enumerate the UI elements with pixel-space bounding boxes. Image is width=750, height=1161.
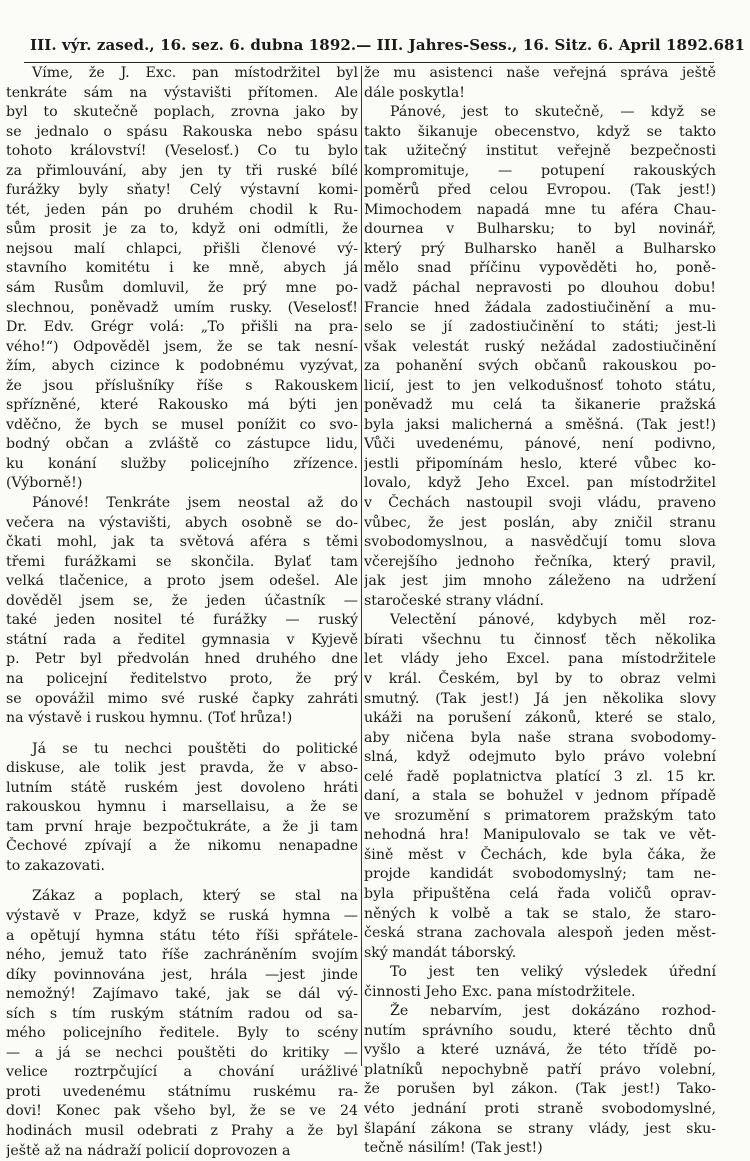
text-line: v král. Českém, byl by to obraz velmi xyxy=(364,670,716,687)
text-line: daní, a stala se bohužel v jednom případě xyxy=(364,788,716,805)
text-line: rakouskou hymnu i marsellaisu, a že se xyxy=(6,799,358,816)
text-line: furážky byly sňaty! Celý výstavní komi- xyxy=(6,182,358,199)
text-line: selo se jí zadostiučinění to státi; jest-li xyxy=(364,319,716,336)
text-line: let vlády jeho Excel. pana místodržitele xyxy=(364,651,716,668)
text-line: za přimlouvání, aby jen ty tři ruské bílé xyxy=(6,162,358,179)
text-line: bodný občan a zvláště co zástupce lidu, xyxy=(6,436,358,453)
text-line: šlapání zákona se strany vlády, jest sku- xyxy=(364,1120,716,1137)
text-line: Mimochodem napadá mne tu aféra Chau- xyxy=(364,201,716,218)
text-line: Pánové, jest to skutečně, — když se xyxy=(390,104,716,121)
text-line: bírati všechnu tu činnosť těch několika xyxy=(364,631,716,648)
text-line: nehodná hra! Manipulovalo se tak ve vět- xyxy=(364,827,716,844)
text-line: (Výborně!) xyxy=(6,475,83,492)
text-line: se opovážil mimo své ruské čapky zahráti xyxy=(6,690,358,707)
text-line: sům prosit je za to, když oni odmítli, že xyxy=(6,221,358,238)
header-czech: III. výr. zased., 16. sez. 6. dubna 1892. xyxy=(30,36,357,54)
text-line: dověděl jsem se, že jeden účastník — xyxy=(6,592,358,609)
text-line: sích s tím ruským státním radou od sa- xyxy=(6,1005,358,1022)
text-line: třemi furážkami se skončila. Bylať tam xyxy=(6,553,358,570)
text-line: něných k volbě a tak se stalo, že staro- xyxy=(364,905,716,922)
text-line: lutním státě ruském jest dovoleno hráti xyxy=(6,779,358,796)
text-line: slechnou, poněvadž umím rusky. (Veselosť! xyxy=(6,299,358,316)
text-line: tečně násilím! (Tak jest!) xyxy=(364,1140,543,1157)
text-line: Dr. Edv. Grégr volá: „To přišli na pra- xyxy=(6,319,358,336)
text-line: dále poskytla! xyxy=(364,84,465,101)
text-line: mého policejního ředitele. Byly to scény xyxy=(6,1025,358,1042)
text-line: nejsou malí chlapci, přišli členové vý- xyxy=(6,240,358,257)
text-line: smutný. (Tak jest!) Já jen několika slovy xyxy=(364,690,716,707)
text-line: česká strana zachovala alespoň jeden měst- xyxy=(364,925,716,942)
text-line: Zákaz a poplach, který se stal na xyxy=(32,888,358,905)
text-line: proti uvedenému státnímu ruskému ra- xyxy=(6,1083,358,1100)
page-number: 681 xyxy=(713,36,746,54)
text-line: svobodomyslnou, a nasvědčují tomu slova xyxy=(364,534,716,551)
text-line: státní rada a ředitel gymnasia v Kyjevě xyxy=(6,631,358,648)
text-line: hodinách musil odebrati z Prahy a že byl xyxy=(6,1122,358,1139)
text-line: ku konání služby policejního zřízence. xyxy=(6,455,358,472)
text-line: ještě až na nádraží policií doprovozen a xyxy=(6,1142,291,1159)
text-line: p. Petr byl předvolán hned druhého dne xyxy=(6,651,358,668)
text-line: tak užitečný institut veřejně bezpečnosti xyxy=(364,143,716,160)
text-line: Velectění pánové, kdybych měl roz- xyxy=(390,612,716,629)
text-line: mělo snad příčinu vypověděti ho, poně- xyxy=(364,260,716,277)
text-line: a opětují hymna státu této říši spřátele- xyxy=(6,927,358,944)
text-line: poměrů před celou Evropou. (Tak jest!) xyxy=(364,182,716,199)
text-line: tohoto království! (Veselosť.) Co tu bylo xyxy=(6,143,358,160)
header-german: — III. Jahres-Sess., 16. Sitz. 6. April 1892. xyxy=(356,36,714,54)
text-line: Čechové zpívají a že nikomu nenapadne xyxy=(6,838,358,855)
text-line: sám Rusům domluvil, že prý mne po- xyxy=(6,280,358,297)
text-line: šině měst v Čechách, kde byla čáka, že xyxy=(364,846,716,863)
text-line: stavního komitétu i ke mně, abych já xyxy=(6,260,358,277)
text-line: lovalo, když Jeho Excel. pan místodržitel xyxy=(364,475,716,492)
text-line: dournea v Bulharsku; to byl novinář, xyxy=(364,221,716,238)
text-line: vděčno, že bych se musel ponížit co svo- xyxy=(6,416,358,433)
text-line: véto jednání proti straně svobodomyslné, xyxy=(364,1100,716,1117)
text-line: Víme, že J. Exc. pan místodržitel byl xyxy=(32,65,358,81)
text-line: ukáži na porušení zákonů, které se stalo, xyxy=(364,710,716,727)
text-line: aby ničena byla naše strana svobodomy- xyxy=(364,729,716,746)
text-line: Že nebarvím, jest dokázáno rozhod- xyxy=(390,1003,716,1020)
text-line: velká tlačenice, a proto jsem odešel. Ale xyxy=(6,573,358,590)
text-line: za pohanění svých občanů rakouskou po- xyxy=(364,358,716,375)
text-line: staročeské strany vládní. xyxy=(364,592,545,609)
header-rule xyxy=(24,62,714,63)
text-line: který prý Bulharsko haněl a Bulharsko xyxy=(364,240,716,257)
text-line: na policejní ředitelstvo proto, že prý xyxy=(6,670,358,687)
text-line: ného, jemuž tato říše zachráněním svojím xyxy=(6,947,358,964)
text-line: to zakazovati. xyxy=(6,857,105,874)
text-line: celé řadě poplatnictva platící 3 zl. 15 kr. xyxy=(364,768,716,785)
left-column xyxy=(6,64,358,1161)
text-line: licií, jest to jen velkodušnosť tohoto státu, xyxy=(364,377,716,394)
text-line: čkati mohl, jak ta světová aféra s těmi xyxy=(6,534,358,551)
text-line: vyšlo a které uznává, že této třídě po- xyxy=(364,1042,716,1059)
text-line: se jednalo o spásu Rakouska nebo spásu xyxy=(6,123,358,140)
text-line: ve srozumění s primatorem pražským tato xyxy=(364,807,716,824)
text-line: poněvadž mu celá ta šikanerie pražská xyxy=(364,397,716,414)
right-column xyxy=(364,64,716,1159)
text-line: dovi! Konec pak všeho byl, že se ve 24 xyxy=(6,1103,358,1120)
text-line: jak jest jim mnoho záleženo na udržení xyxy=(364,573,716,590)
text-line: tenkráte sám na výstavišti přítomen. Ale xyxy=(6,84,358,101)
text-line: však velestát ruský nežádal zadostiučinění xyxy=(364,338,716,355)
text-line: velice roztrpčující a chování urážlivé xyxy=(6,1064,358,1081)
text-line: spřízněné, které Rakousko má býti jen xyxy=(6,397,358,414)
text-line: tét, jeden pán po druhém chodil k Ru- xyxy=(6,201,358,218)
text-line: Vůči uvedenému, pánové, není podivno, xyxy=(364,436,716,453)
text-line: ský mandát táborský. xyxy=(364,944,517,961)
column-divider xyxy=(361,66,362,1066)
text-line: nemožný! Zajímavo také, jak se dál vý- xyxy=(6,986,358,1003)
text-line: slná, když odejmuto bylo právo volební xyxy=(364,749,716,766)
text-line: kompromituje, — potupení rakouských xyxy=(364,162,716,179)
text-line: žím, abych cizince k podobnému vyzývat, xyxy=(6,358,358,375)
text-line: takto šikanuje obecenstvo, když se takto xyxy=(364,123,716,140)
text-line: byla jaksi malicherná a směšná. (Tak jest!) xyxy=(364,416,716,433)
text-line: byla připuštěna celá řada voličů oprav- xyxy=(364,885,716,902)
text-line: Francie hned žádala zadostiučinění a mu- xyxy=(364,299,716,316)
text-line: také jeden nositel té furážky — ruský xyxy=(6,612,358,629)
text-line: výstavě v Praze, když se ruská hymna — xyxy=(6,907,358,924)
text-line: vadž páchal nepravosti po dlouhou dobu! xyxy=(364,280,716,297)
text-line: platníků nepochybně patří právo volební, xyxy=(364,1061,716,1078)
text-line: byl to skutečně poplach, zrovna jako by xyxy=(6,104,358,121)
text-line: v Čechách nastoupil svoji vládu, praveno xyxy=(364,495,716,512)
text-line: nutím správního soudu, které těchto dnů xyxy=(364,1022,716,1039)
text-line: včerejšího jednoho řečníka, který pravil, xyxy=(364,553,716,570)
text-line: že porušen byl zákon. (Tak jest!) Tako- xyxy=(364,1081,716,1098)
text-line: diskuse, ale tolik jest pravda, že v abso- xyxy=(6,760,358,777)
text-line: vého!“) Odpověděl jsem, že se tak nesní- xyxy=(6,338,358,355)
text-line: Já se tu nechci pouštěti do politické xyxy=(32,740,358,757)
text-line: — a já se nechci pouštěti do kritiky — xyxy=(6,1044,358,1061)
text-line: večera na výstavišti, abych osobně se do- xyxy=(6,514,358,531)
text-line: že mu asistenci naše veřejná správa ještě xyxy=(364,65,716,81)
text-line: činnosti Jeho Exc. pana místodržitele. xyxy=(364,983,636,1000)
text-line: vůbec, že jest poslán, aby zničil stranu xyxy=(364,514,716,531)
text-line: Pánové! Tenkráte jsem neostal až do xyxy=(32,495,358,512)
text-line: jestli připomínám heslo, které vůbec ko- xyxy=(364,455,716,472)
text-line: tam první hraje bezpočtukráte, a že ji tam xyxy=(6,818,358,835)
running-header xyxy=(30,36,746,54)
text-line: projde kandidát svobodomyslný; tam ne- xyxy=(364,866,716,883)
text-line: na výstavě i ruskou hymnu. (Toť hrůza!) xyxy=(6,710,293,727)
text-line: díky povinnována jest, hrála —jest jinde xyxy=(6,966,358,983)
text-line: že jsou příslušníky říše s Rakouskem xyxy=(6,377,358,394)
text-line: To jest ten veliký výsledek úřední xyxy=(390,964,716,981)
